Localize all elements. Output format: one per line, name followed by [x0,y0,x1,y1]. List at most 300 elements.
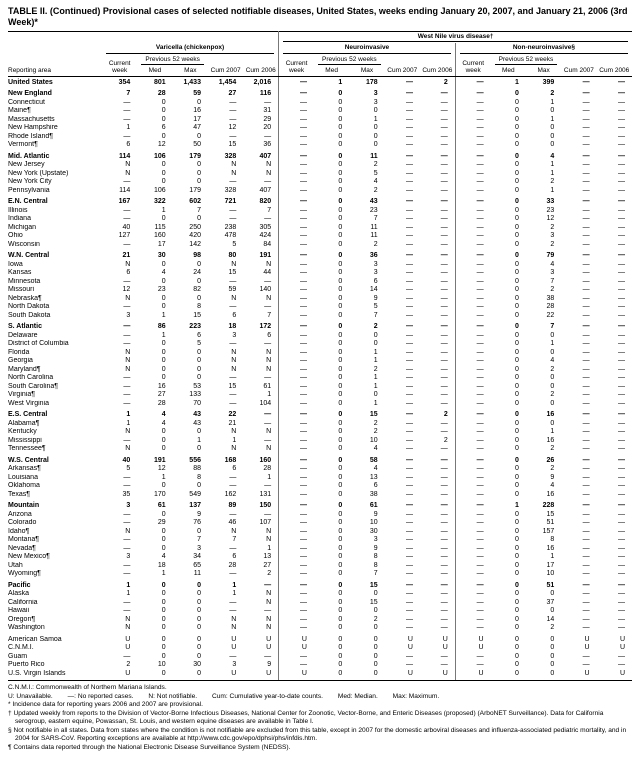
value-cell: — [279,178,314,187]
value-cell: — [618,581,625,589]
value-cell: 104 [259,399,272,407]
value-cell: — [279,428,314,437]
value-cell: 0 [161,348,166,356]
table-row [8,87,632,99]
value-cell: — [455,332,490,341]
value-cell: 0 [550,348,555,356]
value-cell: — [264,419,272,427]
value-cell: 0 [161,544,166,552]
col-header-cum-2006: Cum 2006 [597,55,632,77]
value-cell: 4 [161,269,166,277]
value-cell: — [279,349,314,358]
reporting-area-cell: Guam [8,652,28,660]
value-cell: — [618,482,625,490]
value-cell: 0 [515,331,519,339]
value-cell: — [455,420,490,429]
value-cell: 1 [550,553,555,561]
value-cell: U [407,635,413,643]
value-cell: 6 [126,269,131,277]
value-cell: 114 [119,186,131,194]
value-cell: 0 [515,303,519,311]
value-cell: 0 [161,615,166,623]
col-header-max: Max [526,66,561,76]
value-cell: — [455,87,490,99]
header-row-columns [8,55,632,67]
value-cell: 1 [550,340,555,348]
value-cell: 0 [515,510,519,518]
value-cell: 6 [197,331,201,339]
header-spacer [8,31,279,43]
value-cell: 0 [550,644,555,652]
value-cell: 7 [550,323,555,331]
value-cell: — [455,511,490,520]
value-cell: — [279,562,314,571]
value-cell: 1 [232,590,237,598]
value-cell: — [405,232,413,240]
reporting-area-cell: Maine¶ [8,107,31,115]
value-cell: 0 [197,527,201,535]
value-cell: 6 [232,553,237,561]
value-cell: 2 [373,365,378,373]
reporting-area-cell: New Jersey [8,161,45,169]
value-cell: — [440,348,448,356]
value-cell: 1 [373,374,378,382]
value-cell: 0 [338,269,343,277]
value-cell: 0 [515,391,519,399]
value-cell: — [279,99,314,108]
value-cell: — [405,124,413,132]
value-cell: 0 [338,445,343,453]
value-cell: — [440,152,448,160]
reporting-area-cell: Wisconsin [8,240,40,248]
value-cell: — [123,331,131,339]
value-cell: 0 [338,240,343,248]
value-cell: — [618,215,625,223]
value-cell: — [618,570,625,578]
value-cell: 0 [515,311,519,319]
value-cell: 0 [338,399,343,407]
value-cell: — [455,312,490,321]
value-cell: 51 [546,581,555,589]
value-cell: 0 [515,152,519,160]
value-cell: — [279,232,314,241]
col-header-med: Med [314,66,349,76]
value-cell: 5 [232,240,237,248]
value-cell: 0 [515,445,519,453]
value-cell: 61 [263,382,272,390]
value-cell: — [582,561,590,569]
value-cell: 5 [197,340,201,348]
value-cell: — [618,161,625,169]
value-cell: N [266,260,272,268]
value-cell: 7 [373,215,378,223]
value-cell: — [618,661,625,669]
value-cell: N [231,527,237,535]
value-cell: 0 [515,644,519,652]
value-cell: — [279,261,314,270]
table-row [8,224,632,233]
value-cell: 0 [197,590,201,598]
value-cell: 0 [515,294,519,302]
reporting-area-cell: Kansas [8,269,32,277]
value-cell: 43 [193,419,201,427]
value-cell: 16 [193,107,201,115]
value-cell: 28 [263,465,272,473]
reporting-area-cell: New York City [8,178,52,186]
value-cell: — [279,195,314,207]
value-cell: 16 [546,544,555,552]
value-cell: 4 [550,260,555,268]
value-cell: — [455,99,490,108]
table-row [8,241,632,250]
value-cell: 15 [369,411,378,419]
value-cell: — [618,277,625,285]
wnv-group-header [279,31,632,43]
value-cell: 22 [228,411,237,419]
table-row [8,215,632,224]
value-cell: — [618,252,625,260]
footnote-legend [8,693,632,702]
value-cell: — [279,286,314,295]
value-cell: U [597,670,632,681]
value-cell: 0 [515,206,519,214]
value-cell: 0 [373,141,378,149]
value-cell: 172 [259,323,272,331]
table-row [8,295,632,304]
table-row [8,261,632,270]
value-cell: — [229,510,237,518]
value-cell: — [582,527,590,535]
value-cell: — [279,269,314,278]
value-cell: — [264,132,272,140]
value-cell: — [405,624,413,632]
value-cell: 238 [224,223,237,231]
table-row [8,249,632,261]
value-cell: 0 [338,286,343,294]
value-cell: — [582,294,590,302]
value-cell: — [618,240,625,248]
value-cell: 3 [126,311,131,319]
value-cell: — [279,187,314,196]
value-cell: 0 [515,661,519,669]
value-cell: — [405,90,413,98]
value-cell: 0 [338,232,343,240]
value-cell: 0 [161,536,166,544]
value-cell: — [455,553,490,562]
value-cell: — [440,286,448,294]
value-cell: — [455,607,490,616]
value-cell: — [440,536,448,544]
value-cell: 1 [161,331,166,339]
value-cell: 2 [550,365,555,373]
value-cell: — [440,357,448,365]
value-cell: — [405,169,413,177]
value-cell: — [440,232,448,240]
value-cell: N [266,348,272,356]
value-cell: 0 [515,553,519,561]
value-cell: 0 [515,260,519,268]
value-cell: 0 [338,107,343,115]
value-cell: — [440,374,448,382]
value-cell: 0 [338,519,343,527]
value-cell: 191 [153,456,166,464]
value-cell: 127 [118,232,131,240]
value-cell: — [582,223,590,231]
value-cell: 157 [542,527,555,535]
value-cell: N [266,161,272,169]
reporting-area-cell: Connecticut [8,98,45,106]
value-cell: U [102,670,137,681]
value-cell: 0 [338,132,343,140]
value-cell: 1 [373,399,378,407]
value-cell: — [455,661,490,670]
value-cell: — [405,141,413,149]
value-cell: — [405,411,413,419]
value-cell: — [279,391,314,400]
table-row [8,349,632,358]
value-cell: — [279,107,314,116]
reporting-area-cell: Puerto Rico [8,661,45,669]
value-cell: 142 [189,240,201,248]
value-cell: 27 [263,561,272,569]
value-cell: — [440,399,448,407]
value-cell: U [455,633,490,645]
value-cell: — [618,465,625,473]
value-cell: — [618,348,625,356]
value-cell: — [264,482,272,490]
value-cell: 4 [161,419,166,427]
value-cell: 131 [259,490,272,498]
value-cell: 0 [515,399,519,407]
value-cell: 0 [338,598,343,606]
value-cell: 0 [338,90,343,98]
value-cell: — [279,445,314,454]
value-cell: — [455,161,490,170]
value-cell: 1 [373,348,378,356]
reporting-area-cell: Massachusetts [8,115,55,123]
value-cell: 0 [515,519,519,527]
value-cell: 0 [161,115,166,123]
value-cell: — [440,553,448,561]
col-header-cum-2007: Cum 2007 [385,55,420,77]
value-cell: 0 [161,644,166,652]
value-cell: 0 [515,132,519,140]
value-cell: — [123,374,131,382]
value-cell: — [279,545,314,554]
header-row-wnv [8,31,632,43]
value-cell: 7 [267,206,272,214]
reporting-area-cell: Arizona [8,510,32,518]
value-cell: 721 [224,198,237,206]
value-cell: 6 [373,277,378,285]
value-cell: 2 [373,161,378,169]
value-cell: 0 [161,510,166,518]
value-cell: 0 [161,340,166,348]
value-cell: — [405,303,413,311]
varicella-group-header [102,43,279,55]
value-cell: — [279,454,314,466]
value-cell: — [455,437,490,446]
table-row [8,607,632,616]
value-cell: 0 [197,294,201,302]
value-cell: 162 [224,490,237,498]
value-cell: 0 [515,348,519,356]
value-cell: U [442,635,448,643]
value-cell: — [582,240,590,248]
table-row [8,107,632,116]
table-row [8,670,632,681]
reporting-area-cell: United States [8,78,53,86]
value-cell: — [440,382,448,390]
value-cell: — [405,340,413,348]
value-cell: — [455,491,490,500]
col-header-cum-2006: Cum 2006 [420,55,455,77]
value-cell: — [582,482,590,490]
value-cell: — [618,624,625,632]
value-cell: 0 [515,598,519,606]
value-cell: — [618,436,625,444]
value-cell: 0 [161,303,166,311]
legend-med: Med: Median. [337,692,378,700]
value-cell: 37 [546,598,555,606]
value-cell: — [440,615,448,623]
value-cell: U [208,670,243,681]
value-cell: — [405,223,413,231]
value-cell: 0 [550,590,555,598]
value-cell: — [618,206,625,214]
value-cell: 0 [338,141,343,149]
value-cell: — [582,544,590,552]
value-cell: — [123,340,131,348]
value-cell: — [405,502,413,510]
reporting-area-cell: Montana¶ [8,536,40,544]
value-cell: — [618,303,625,311]
value-cell: — [582,331,590,339]
value-cell: — [440,141,448,149]
value-cell: 0 [338,428,343,436]
value-cell: 44 [263,269,272,277]
value-cell: — [582,141,590,149]
value-cell: 0 [515,482,519,490]
value-cell: — [229,98,237,106]
value-cell: — [405,490,413,498]
value-cell: 3 [373,98,378,106]
value-cell: 250 [189,223,201,231]
value-cell: — [455,383,490,392]
value-cell: — [123,215,131,223]
value-cell: — [123,473,131,481]
value-cell: — [279,465,314,474]
value-cell: — [618,260,625,268]
value-cell: 2 [267,570,272,578]
value-cell: 407 [259,186,272,194]
value-cell: 16 [546,411,555,419]
value-cell: 16 [546,490,555,498]
value-cell: 2 [550,90,555,98]
value-cell: — [279,215,314,224]
value-cell: 76 [193,519,201,527]
value-cell: 13 [369,473,378,481]
value-cell: — [123,303,131,311]
value-cell: — [582,132,590,140]
value-cell: N [231,365,237,373]
table-row [8,633,632,645]
value-cell: 0 [515,357,519,365]
value-cell: 0 [526,670,561,681]
value-cell: 0 [338,536,343,544]
value-cell: 8 [197,303,201,311]
value-cell: — [582,198,590,206]
value-cell: N [125,624,131,632]
footnote-nedss: ¶ Contains data reported through the National Electronic Disease Surveillance System (NEDSS). [8,744,291,752]
value-cell: 0 [515,269,519,277]
value-cell: 0 [515,570,519,578]
value-cell: 61 [157,502,166,510]
value-cell: — [264,607,272,615]
value-cell: 23 [546,206,555,214]
value-cell: N [266,357,272,365]
table-row [8,124,632,133]
value-cell: 11 [193,570,201,578]
table-row [8,474,632,483]
value-cell: 0 [197,624,201,632]
value-cell: — [618,115,625,123]
value-cell: 0 [338,661,343,669]
value-cell: — [264,98,272,106]
value-cell: 0 [338,152,343,160]
value-cell: — [279,579,314,591]
value-cell: — [455,428,490,437]
value-cell: — [582,303,590,311]
value-cell: 0 [161,436,166,444]
value-cell: — [618,311,625,319]
value-cell: — [440,519,448,527]
value-cell: U [125,644,131,652]
value-cell: — [440,473,448,481]
value-cell: 3 [126,553,131,561]
value-cell: — [405,252,413,260]
value-cell: 0 [515,286,519,294]
value-cell: — [618,607,625,615]
value-cell: — [405,544,413,552]
value-cell: — [405,186,413,194]
value-cell: 3 [373,90,378,98]
value-cell: 12 [546,215,555,223]
value-cell: 0 [515,90,519,98]
value-cell: 2 [550,286,555,294]
table-row [8,150,632,162]
value-cell: 0 [550,107,555,115]
reporting-area-cell: W.S. Central [8,456,49,464]
value-cell: — [618,536,625,544]
reporting-area-cell: New York (Upstate) [8,169,69,177]
value-cell: — [618,510,625,518]
value-cell: — [279,170,314,179]
value-cell: 0 [373,124,378,132]
value-cell: — [440,331,448,339]
value-cell: — [279,124,314,133]
value-cell: 5 [126,465,131,473]
value-cell: N [231,161,237,169]
value-cell: 0 [161,357,166,365]
reporting-area-cell: Mountain [8,502,40,510]
value-cell: 15 [369,581,378,589]
table-row [8,644,632,653]
value-cell: 70 [193,399,201,407]
value-cell: 2 [550,445,555,453]
value-cell: — [618,178,625,186]
col-header-med: Med [137,66,172,76]
